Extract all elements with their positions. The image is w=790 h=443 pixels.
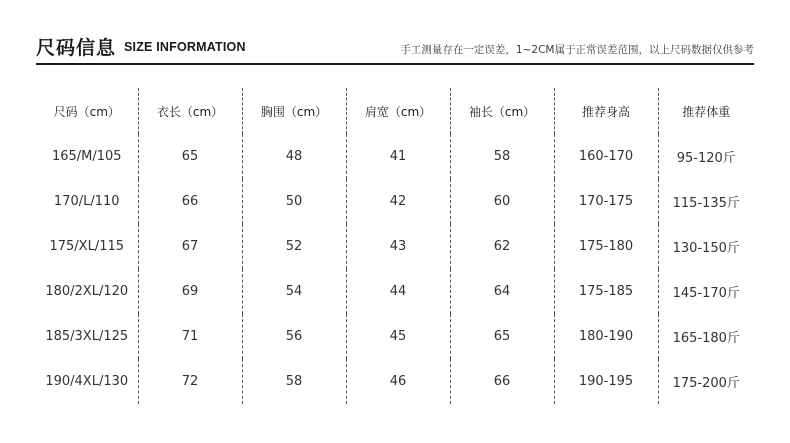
cell-weight: 165-180斤 [658, 314, 754, 359]
cell-sleeve: 62 [450, 224, 554, 269]
cell-weight: 130-150斤 [658, 224, 754, 269]
cell-length: 69 [138, 269, 242, 314]
cell-height: 160-170 [554, 134, 658, 179]
size-table [36, 88, 754, 404]
table-row [36, 269, 754, 314]
cell-size: 190/4XL/130 [45, 374, 129, 389]
cell-height: 175-185 [554, 269, 658, 314]
cell-size: 165/M/105 [51, 149, 122, 164]
page-title: 尺码信息 [36, 37, 117, 59]
cell-size: 175/XL/115 [49, 239, 125, 254]
cell-sleeve: 65 [450, 314, 554, 359]
column-header-chest: 胸围（cm） [242, 88, 346, 134]
table-row [36, 314, 754, 359]
table-row [36, 179, 754, 224]
cell-shoulder: 46 [346, 359, 450, 404]
cell-sleeve: 64 [450, 269, 554, 314]
column-header-weight: 推荐体重 [658, 88, 754, 134]
cell-sleeve: 66 [450, 359, 554, 404]
cell-chest: 54 [242, 269, 346, 314]
cell-length: 66 [138, 179, 242, 224]
table-header-row [36, 88, 754, 134]
cell-height: 170-175 [554, 179, 658, 224]
cell-size: 185/3XL/125 [45, 329, 129, 344]
measurement-note: 手工测量存在一定误差，1~2CM属于正常误差范围，以上尺码数据仅供参考 [400, 44, 754, 56]
cell-sleeve: 60 [450, 179, 554, 224]
cell-size: 170/L/110 [53, 194, 120, 209]
cell-shoulder: 44 [346, 269, 450, 314]
column-header-shoulder: 肩宽（cm） [346, 88, 450, 134]
column-header-height: 推荐身高 [554, 88, 658, 134]
cell-length: 65 [138, 134, 242, 179]
cell-length: 72 [138, 359, 242, 404]
cell-chest: 48 [242, 134, 346, 179]
cell-length: 67 [138, 224, 242, 269]
cell-height: 190-195 [554, 359, 658, 404]
cell-height: 180-190 [554, 314, 658, 359]
table-row [36, 359, 754, 404]
column-header-size: 尺码（cm） [53, 104, 120, 119]
cell-weight: 115-135斤 [658, 179, 754, 224]
cell-chest: 56 [242, 314, 346, 359]
table-row [36, 134, 754, 179]
cell-weight: 95-120斤 [658, 134, 754, 179]
cell-chest: 50 [242, 179, 346, 224]
table-row [36, 224, 754, 269]
cell-sleeve: 58 [450, 134, 554, 179]
page-subtitle: SIZE INFORMATION [124, 40, 246, 54]
cell-shoulder: 41 [346, 134, 450, 179]
cell-length: 71 [138, 314, 242, 359]
cell-weight: 145-170斤 [658, 269, 754, 314]
cell-shoulder: 42 [346, 179, 450, 224]
column-header-length: 衣长（cm） [138, 88, 242, 134]
cell-chest: 58 [242, 359, 346, 404]
size-info-header [36, 30, 754, 64]
cell-size: 180/2XL/120 [45, 284, 129, 299]
cell-shoulder: 45 [346, 314, 450, 359]
cell-shoulder: 43 [346, 224, 450, 269]
cell-height: 175-180 [554, 224, 658, 269]
column-header-sleeve: 袖长（cm） [450, 88, 554, 134]
cell-weight: 175-200斤 [658, 359, 754, 404]
cell-chest: 52 [242, 224, 346, 269]
header-divider [36, 63, 754, 65]
